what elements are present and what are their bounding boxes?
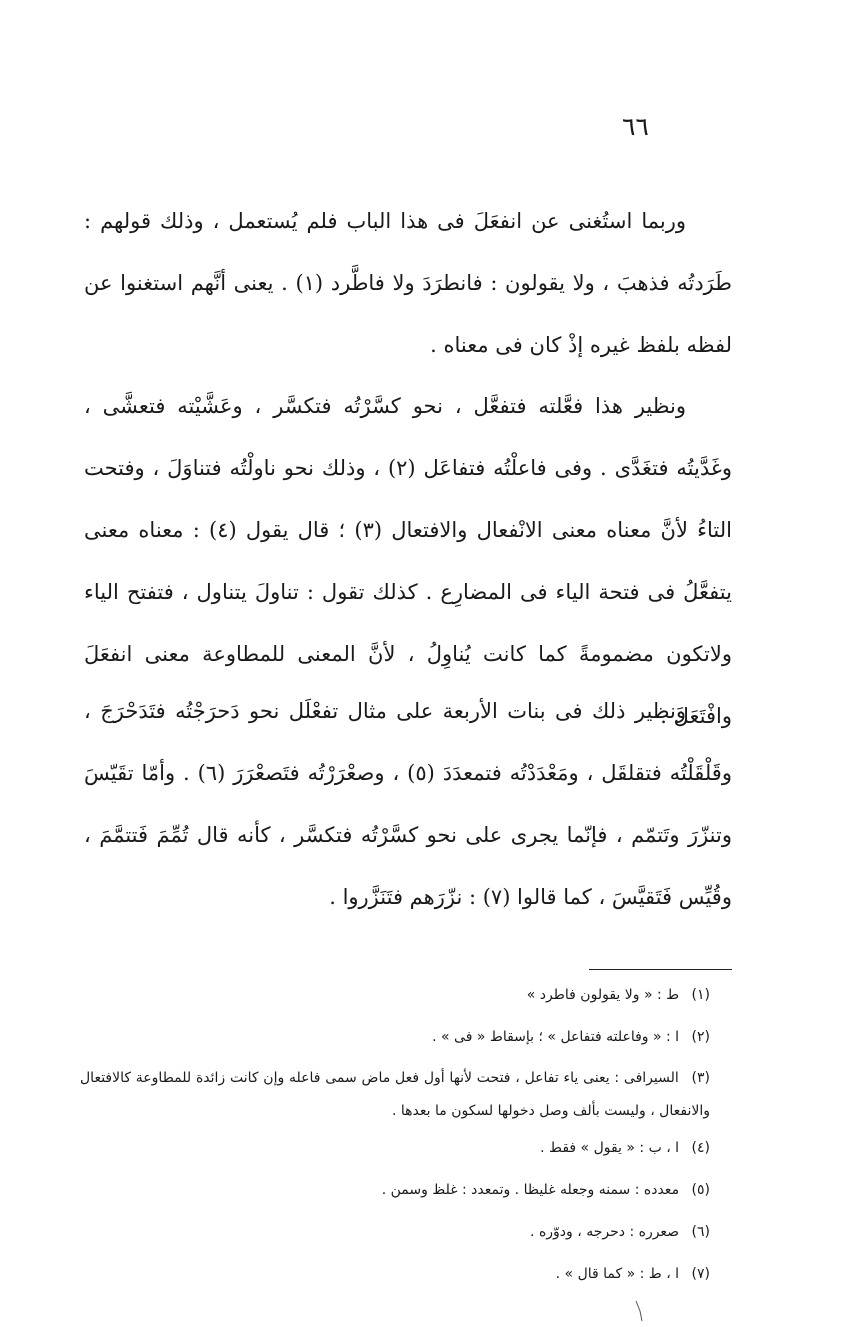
footnote-text: صعرره : دحرجه ، ودوّره . <box>530 1224 680 1240</box>
footnote-number: (٦) <box>691 1224 710 1240</box>
footnote-number: (٧) <box>691 1266 710 1282</box>
paragraph-1-text: وربما استُغنى عن انفعَلَ فى هذا الباب فلم يُستعمل ، وذلك قولهم : طَرَدتُه فذهبَ ، ولا يقولون : فانطرَدَ ولا فاطَّرد (١) . يعنى أنَّهم استغنوا عن لفظه بلفظ غيره إذْ كان فى معناه . <box>84 209 732 357</box>
scan-mark <box>634 1300 648 1322</box>
paragraph-2-text: ونظير هذا فعَّلته فتفعَّل ، نحو كسَّرْتُه فتكسَّر ، وعَشَّيْته فتعشَّى ، وغَدَّيتُه فتغَدَّى . وفى فاعلْتُه فتفاعَل (٢) ، وذلك نحو ناولْتُه فتناوَلَ ، وفتحت التاءُ لأنَّ معناه معنى الانْفعال والافتعال (٣) ؛ قال يقول (٤) : معناه معنى يتفعَّلُ فى فتحة الياء فى المضارِع . كذلك تقول : تناولَ يتناول ، فتفتح الياء ولاتكون مضمومةً كما كانت يُناوِلُ ، لأنَّ المعنى للمطاوعة معنى انفعَلَ وافْتَعَلَ . <box>84 394 732 728</box>
footnote-text: ط : « ولا يقولون فاطرد » <box>526 987 680 1003</box>
footnote-3 <box>80 1062 732 1128</box>
footnote-number: (٤) <box>691 1140 710 1156</box>
footnote-number: (٥) <box>691 1182 710 1198</box>
page-number: ٦٦ <box>622 112 649 141</box>
footnote-6 <box>80 1222 732 1242</box>
footnotes-list <box>80 985 732 1306</box>
footnote-text: ا ، ب : « يقول » فقط . <box>540 1140 680 1156</box>
footnote-text: ا : « وفاعلته فتفاعل » ؛ بإسقاط « فى » . <box>432 1029 680 1045</box>
footnote-number: (١) <box>691 987 710 1003</box>
footnote-number: (٣) <box>691 1070 710 1086</box>
footnote-2 <box>80 1027 732 1047</box>
paragraph-1 <box>84 190 732 376</box>
footnote-1 <box>80 985 732 1005</box>
footnote-number: (٢) <box>691 1029 710 1045</box>
footnote-text: ا ، ط : « كما قال » . <box>555 1266 680 1282</box>
footnote-text: معدده : سمنه وجعله غليظا . وتمعدد : غلظ وسمن . <box>381 1182 680 1198</box>
footnote-divider <box>589 969 732 970</box>
footnote-4 <box>80 1138 732 1158</box>
paragraph-3 <box>84 680 732 928</box>
paragraph-3-text: ونظير ذلك فى بنات الأربعة على مثال تفعْلَل نحو دَحرَجْتُه فتَدَحْرَجَ ، وقَلْقَلْتُه فتقلقَل ، ومَعْدَدْتُه فتمعدَدَ (٥) ، وصعْرَرْتُه فتَصعْرَرَ (٦) . وأمّا تقَيّسَ وتنزّرَ وتَتمّم ، فإنّما يجرى على نحو كسَّرْتُه فتكسَّر ، كأنه قال تُمِّمَ فَتتمَّمَ ، وقُيِّس فَتَقيَّسَ ، كما قالوا (٧) : نزّرَهم فتَنَزَّروا . <box>84 699 732 909</box>
footnote-7 <box>80 1264 732 1284</box>
footnote-5 <box>80 1180 732 1200</box>
footnote-text: السيرافى : يعنى ياء تفاعل ، فتحت لأنها أول فعل ماض سمى فاعله وإن كانت زائدة للمطاوعة كالافتعال والانفعال ، وليست بألف وصل دخولها لسكون ما بعدها . <box>80 1070 710 1119</box>
